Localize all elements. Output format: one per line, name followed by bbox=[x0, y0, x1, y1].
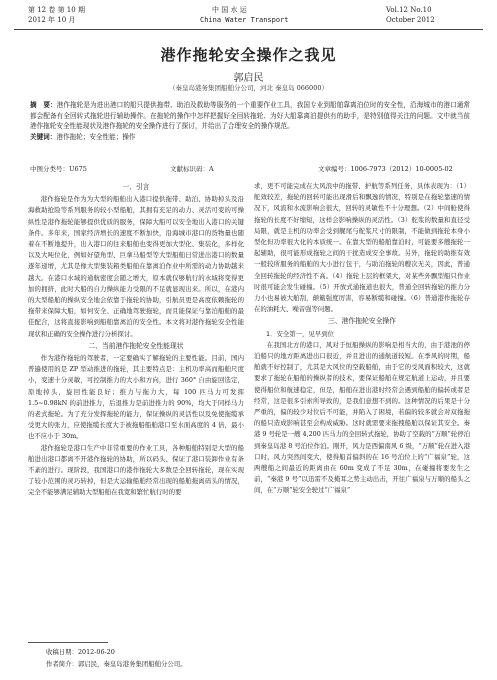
article-number: 文章编号：1006-7973（2012）10-0005-02 bbox=[318, 165, 453, 173]
keywords-text: 港作拖轮；安全性能；操作 bbox=[56, 132, 136, 141]
running-header bbox=[0, 0, 497, 34]
document-code: 文献标识码：A bbox=[170, 165, 214, 173]
keywords bbox=[30, 132, 470, 143]
section-heading: 1．安全第一，见早到位 bbox=[266, 329, 334, 338]
body-paragraph: 求，更不可能完成在大风浪中的拖带、护航等系列任务，具体表现为：（1）舵效较差，拖轮的回转可能出现滑后和飘逸的情况，特别是在拖轮靠速的情况下，风流和水流影响会很大，回转的灵敏性不十分理想。（2）中间舱使得拖轮的长度不好缩短，这样会影响操纵的灵活性。（3）舵浆的数量和直径受局限，就是主机的功率会受到艉尾与舵浆尺寸的限制，不能做到拖轮本身小型化但功率很大化的本质统一。在靠大型的船舶靠泊时，可能要多艘拖轮一起辅助，很可能形成拖轮之间的干扰造成安全事故。另外，拖轮的助推有效一般较所服务的船舶的大小进行包干，与助泊拖轮的艘次无关，因此，普通全回转拖轮的经济性不高。（4）拖轮上层的框架大，对某些外飘型船只作业时很可能会发生碰撞。（5）开放式通拖道也很大，普通全回转拖轮的推力分力小也易被大舶刮，颠簸强度厉害，容易断缆和碰撞。（6）普通港作拖轮存在的油耗大、噪音强等问题。 bbox=[254, 182, 470, 314]
header-journal-en: China Water Transport bbox=[200, 16, 289, 24]
header-date-left: 2012 年 10 月 bbox=[28, 16, 76, 24]
header-issue: 第 12 卷 第 10 期 bbox=[28, 6, 85, 14]
body-paragraph: 港作拖轮是作为为大型的船舶出入港口提供拖带、助泊、协助掉头及沿海救助抢险等系列服务的较小型船舶，其拥有充足的动力、灵活可变的可操纵性是港作拖轮能够提供优质的服务，保障大船可以安全地出入港口的关键条件。多年来，国家经济增长的速度不断加快，沿海城市港口的货物量也随着在不断地提升，出入港口的往来船舶也变得更加大型化、集装化，多样化以及大吨位化，例如好望角型、巨拿马船型等大型船舶日常进出港口的数量逐年递增，尤其是像大型集装箱类船舶在靠离泊作业中所需的动力协助越来越大。在港口水域的通航密度会随之增大，原本就仅够航行的水域将变得更加的拥挤，此时大船的自力操纵能力受限的不足就显现出来。所以，在港内的大型船舶的操纵安全地会依靠于拖轮的协助，引航员更是高度依赖拖轮的拖带来保障大船，如何安全、正确地驾驶拖轮，而且能保证与靠泊船舶的最佳配合，这将直接影响到船舶靠离泊的安全性。本文将对港作拖轮安全性能现状和正确的安全操作进行分析探讨。 bbox=[28, 195, 244, 338]
keywords-label: 关键词： bbox=[30, 132, 57, 141]
section-heading: 三、港作拖轮安全操作 bbox=[328, 317, 396, 326]
author-intro: 作者简介：郭启民，秦皇岛港务集团船舶分公司。 bbox=[46, 660, 187, 668]
abstract-text: 港作拖轮是为进出港口的船只提供拖带、助泊及救助等服务的一个重要作业工具，我国专业到船舶靠离泊位时的安全性，沿海城市的港口通常都会配备有全回转式拖轮进行辅助操作。在拖轮的操作中怎样把握好全回转拖轮、为好大船靠离泊提供有的助手，是特别值得关注的问题。文中就当前港作拖轮安全性能现状及港作拖轮的安全操作进行了探讨，并给出了合理安全的操作规范。 bbox=[30, 101, 470, 131]
body-paragraph: 在我国北方的港口，风对于恒船操纵的影响是相当大的，由于港池的停泊船只的地方距离进出口很近，并且进出的通航道较短。在季风的时期，船舶就不好控制了，尤其是大风位的空载船舶，由于它的受风面积较大，这就要求了拖轮在船舶的操纵者的技术，要保证船舶在规定航道上运动，并且要使得船位和航速稳定，但是，船舶在进出港时经常会遇到船舶的偏转或者是经常，这是很多引索所导致的，是我们意想不到的。这种情况的后果是十分严重的，偏的较少对位后不可能，并陷入了困境，若偏的较多就会对双拖拖的船只造成影响甚至会构成威胁。这时就需要来拖拽船舶以保证其安全。秦港 9 号轮是一艘 4,200 匹马力的全回转式拖轮，协助了空载的“万顺”轮停泊到秦皇岛港 8 号泊位作泊。刚开，风力是西偏南风 6 级，“万顺”轮在进入港口时，风力突然间变大，使得船首偏斜的在 16 号泊位上的“广福泉”轮，这两艘船之间最近的距离由在 60m 变成了不足 30m，在碰撞将要发生之前，“秦港 9 号”以迅雷不及掩耳之势主动出击，开往广福泉与万顺的船头之间，在“万顺”轮安全驶过“广福泉” bbox=[254, 340, 470, 495]
received-date: 收稿日期：2012-06-20 bbox=[46, 648, 115, 656]
clc-number: 中图分类号：U675 bbox=[30, 165, 87, 173]
footnote-rule bbox=[28, 642, 108, 643]
section-heading: 一、引言 bbox=[122, 183, 150, 191]
author-affiliation: （秦皇岛港务集团船舶分公司，河北 秦皇岛 066000） bbox=[169, 84, 328, 92]
article-author: 郭启民 bbox=[233, 73, 264, 84]
article-title: 港作拖轮安全操作之我见 bbox=[160, 46, 337, 64]
abstract-block bbox=[30, 100, 470, 142]
abstract-label: 摘 要： bbox=[30, 101, 57, 109]
header-rule bbox=[14, 29, 483, 30]
body-paragraph: 港作拖轮是港口生产中非常重要的作业工具，各种船舶特别是大型的船舶进出港口都离不开港作拖轮的协助，所以码头、保证了港口装卸作业有条不紊的进行。现阶段，我国港口的港作拖轮大多数是全回转拖轮，现在实现了较小范围的灵巧转掉，但是大运输船舶经常出现的船舶拖离码头的情况，完全不能够满足辅助大型船舶在我宽和繁忙航行时的要 bbox=[28, 443, 244, 497]
body-paragraph: 作为港作拖轮的驾驶者，一定要确实了解拖轮的主要性能。目前，国内普遍使用的是 ZP 型动推进的拖轮，其主要特点是：主机功率高而船舶尺度小，变速十分灵敏，可控制推力的大小和方向，进行 360° 自由旋回选定，原地掉头，旋回性能良好；推力与拖力大，每 100 匹马力可发挥 1.5~0.98kN 的前进推力，后退推力是前进推力的 90%，均大于同样马力的老式拖轮。为了充分发挥拖轮的能力，保证操纵的灵活性以及免使拖缆承受更大的张力，应使拖缆长度大于被拖船船舶港口至水面高度的 4 倍，最小也不应小于 30m。 bbox=[28, 354, 244, 441]
header-journal-cn: 中 国 水 运 bbox=[212, 6, 247, 14]
header-vol: Vol.12 No.10 bbox=[386, 6, 432, 14]
body-column-left bbox=[28, 181, 244, 499]
section-heading: 二、当前港作拖轮安全性能现状 bbox=[88, 341, 184, 350]
body-column-right bbox=[254, 181, 470, 497]
abstract bbox=[30, 100, 470, 132]
header-date-right: October 2012 bbox=[386, 16, 435, 24]
